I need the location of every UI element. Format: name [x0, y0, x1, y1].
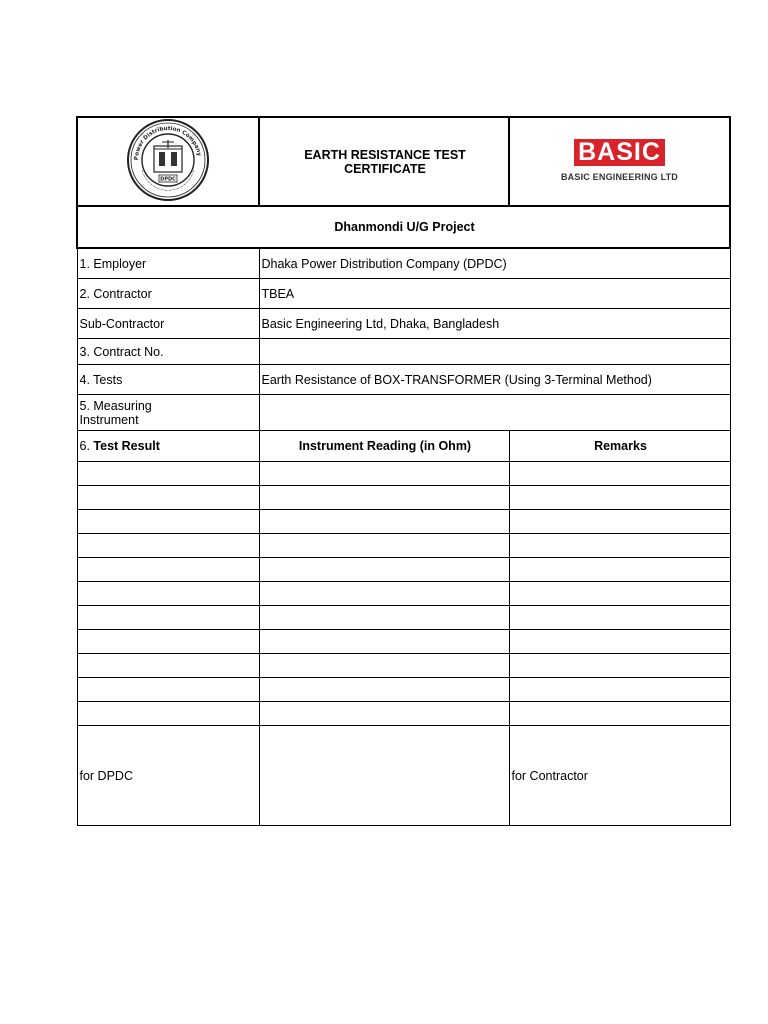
results-cell	[259, 582, 509, 606]
results-cell	[509, 462, 730, 486]
results-cell	[77, 582, 259, 606]
field-label: 4. Tests	[77, 365, 259, 395]
results-header-col1: Test Result	[93, 439, 160, 453]
results-row	[77, 678, 730, 702]
basic-logo-mark: BASIC	[574, 139, 665, 166]
field-value: Earth Resistance of BOX-TRANSFORMER (Using 3-Terminal Method)	[259, 365, 730, 395]
results-cell	[509, 630, 730, 654]
results-header-test-result	[77, 431, 259, 462]
results-cell	[509, 606, 730, 630]
basic-logo	[561, 139, 678, 184]
measuring-label-line-2: Instrument	[79, 412, 139, 427]
field-label	[77, 395, 259, 431]
field-label: 2. Contractor	[77, 279, 259, 309]
basic-logo-subtitle: BASIC ENGINEERING LTD	[560, 172, 679, 182]
results-row	[77, 462, 730, 486]
dpdc-seal-icon	[126, 118, 210, 202]
results-header-instrument-reading: Instrument Reading (in Ohm)	[259, 431, 509, 462]
results-header-row	[77, 431, 730, 462]
results-cell	[259, 702, 509, 726]
results-cell	[509, 486, 730, 510]
results-cell	[259, 654, 509, 678]
results-row	[77, 582, 730, 606]
project-title: Dhanmondi U/G Project	[77, 206, 730, 248]
certificate-title	[259, 117, 509, 206]
results-cell	[259, 462, 509, 486]
field-row-tests	[77, 365, 730, 395]
title-line-2: CERTIFICATE	[344, 161, 426, 176]
results-cell	[509, 558, 730, 582]
results-cell	[509, 582, 730, 606]
svg-text:~~~~~~~~~~~~~~~~~~: ~~~~~~~~~~~~~~~~~~	[138, 168, 198, 195]
field-value: Dhaka Power Distribution Company (DPDC)	[259, 248, 730, 279]
results-cell	[259, 510, 509, 534]
results-cell	[509, 654, 730, 678]
results-cell	[259, 558, 509, 582]
results-cell	[77, 630, 259, 654]
results-cell	[77, 678, 259, 702]
certificate-table	[76, 116, 731, 826]
field-value: Basic Engineering Ltd, Dhaka, Bangladesh	[259, 309, 730, 339]
field-value	[259, 395, 730, 431]
basic-logo-cell	[509, 117, 730, 206]
dpdc-logo-cell	[77, 117, 259, 206]
results-row	[77, 630, 730, 654]
field-row-measuring-instrument	[77, 395, 730, 431]
results-row	[77, 702, 730, 726]
measuring-label-line-1: 5. Measuring	[79, 398, 152, 413]
field-row-contract-no	[77, 339, 730, 365]
results-cell	[509, 510, 730, 534]
field-row-subcontractor	[77, 309, 730, 339]
results-cell	[259, 678, 509, 702]
results-row	[77, 510, 730, 534]
results-cell	[509, 534, 730, 558]
results-header-prefix: 6.	[79, 439, 94, 453]
field-label: 1. Employer	[77, 248, 259, 279]
results-cell	[77, 702, 259, 726]
results-row	[77, 534, 730, 558]
results-cell	[259, 486, 509, 510]
signoff-row	[77, 726, 730, 826]
results-cell	[509, 702, 730, 726]
project-row	[77, 206, 730, 248]
results-header-remarks: Remarks	[509, 431, 730, 462]
field-row-employer	[77, 248, 730, 279]
results-row	[77, 558, 730, 582]
results-cell	[259, 630, 509, 654]
results-row	[77, 486, 730, 510]
results-cell	[77, 462, 259, 486]
results-cell	[77, 510, 259, 534]
field-row-contractor	[77, 279, 730, 309]
results-cell	[509, 678, 730, 702]
results-cell	[77, 654, 259, 678]
signoff-contractor: for Contractor	[509, 726, 730, 826]
results-cell	[77, 606, 259, 630]
results-row	[77, 606, 730, 630]
field-value	[259, 339, 730, 365]
results-row	[77, 654, 730, 678]
signoff-dpdc: for DPDC	[77, 726, 259, 826]
field-value: TBEA	[259, 279, 730, 309]
field-label: Sub-Contractor	[77, 309, 259, 339]
results-cell	[77, 534, 259, 558]
svg-text:DPDC: DPDC	[160, 176, 176, 183]
field-label: 3. Contract No.	[77, 339, 259, 365]
results-cell	[77, 558, 259, 582]
results-cell	[259, 534, 509, 558]
svg-text:Dhaka Power Distribution Compa: Power Distribution Company	[133, 125, 202, 161]
signoff-middle	[259, 726, 509, 826]
results-cell	[77, 486, 259, 510]
certificate-sheet	[76, 116, 729, 826]
title-line-1: EARTH RESISTANCE TEST	[304, 147, 466, 162]
results-cell	[259, 606, 509, 630]
header-row	[77, 117, 730, 206]
